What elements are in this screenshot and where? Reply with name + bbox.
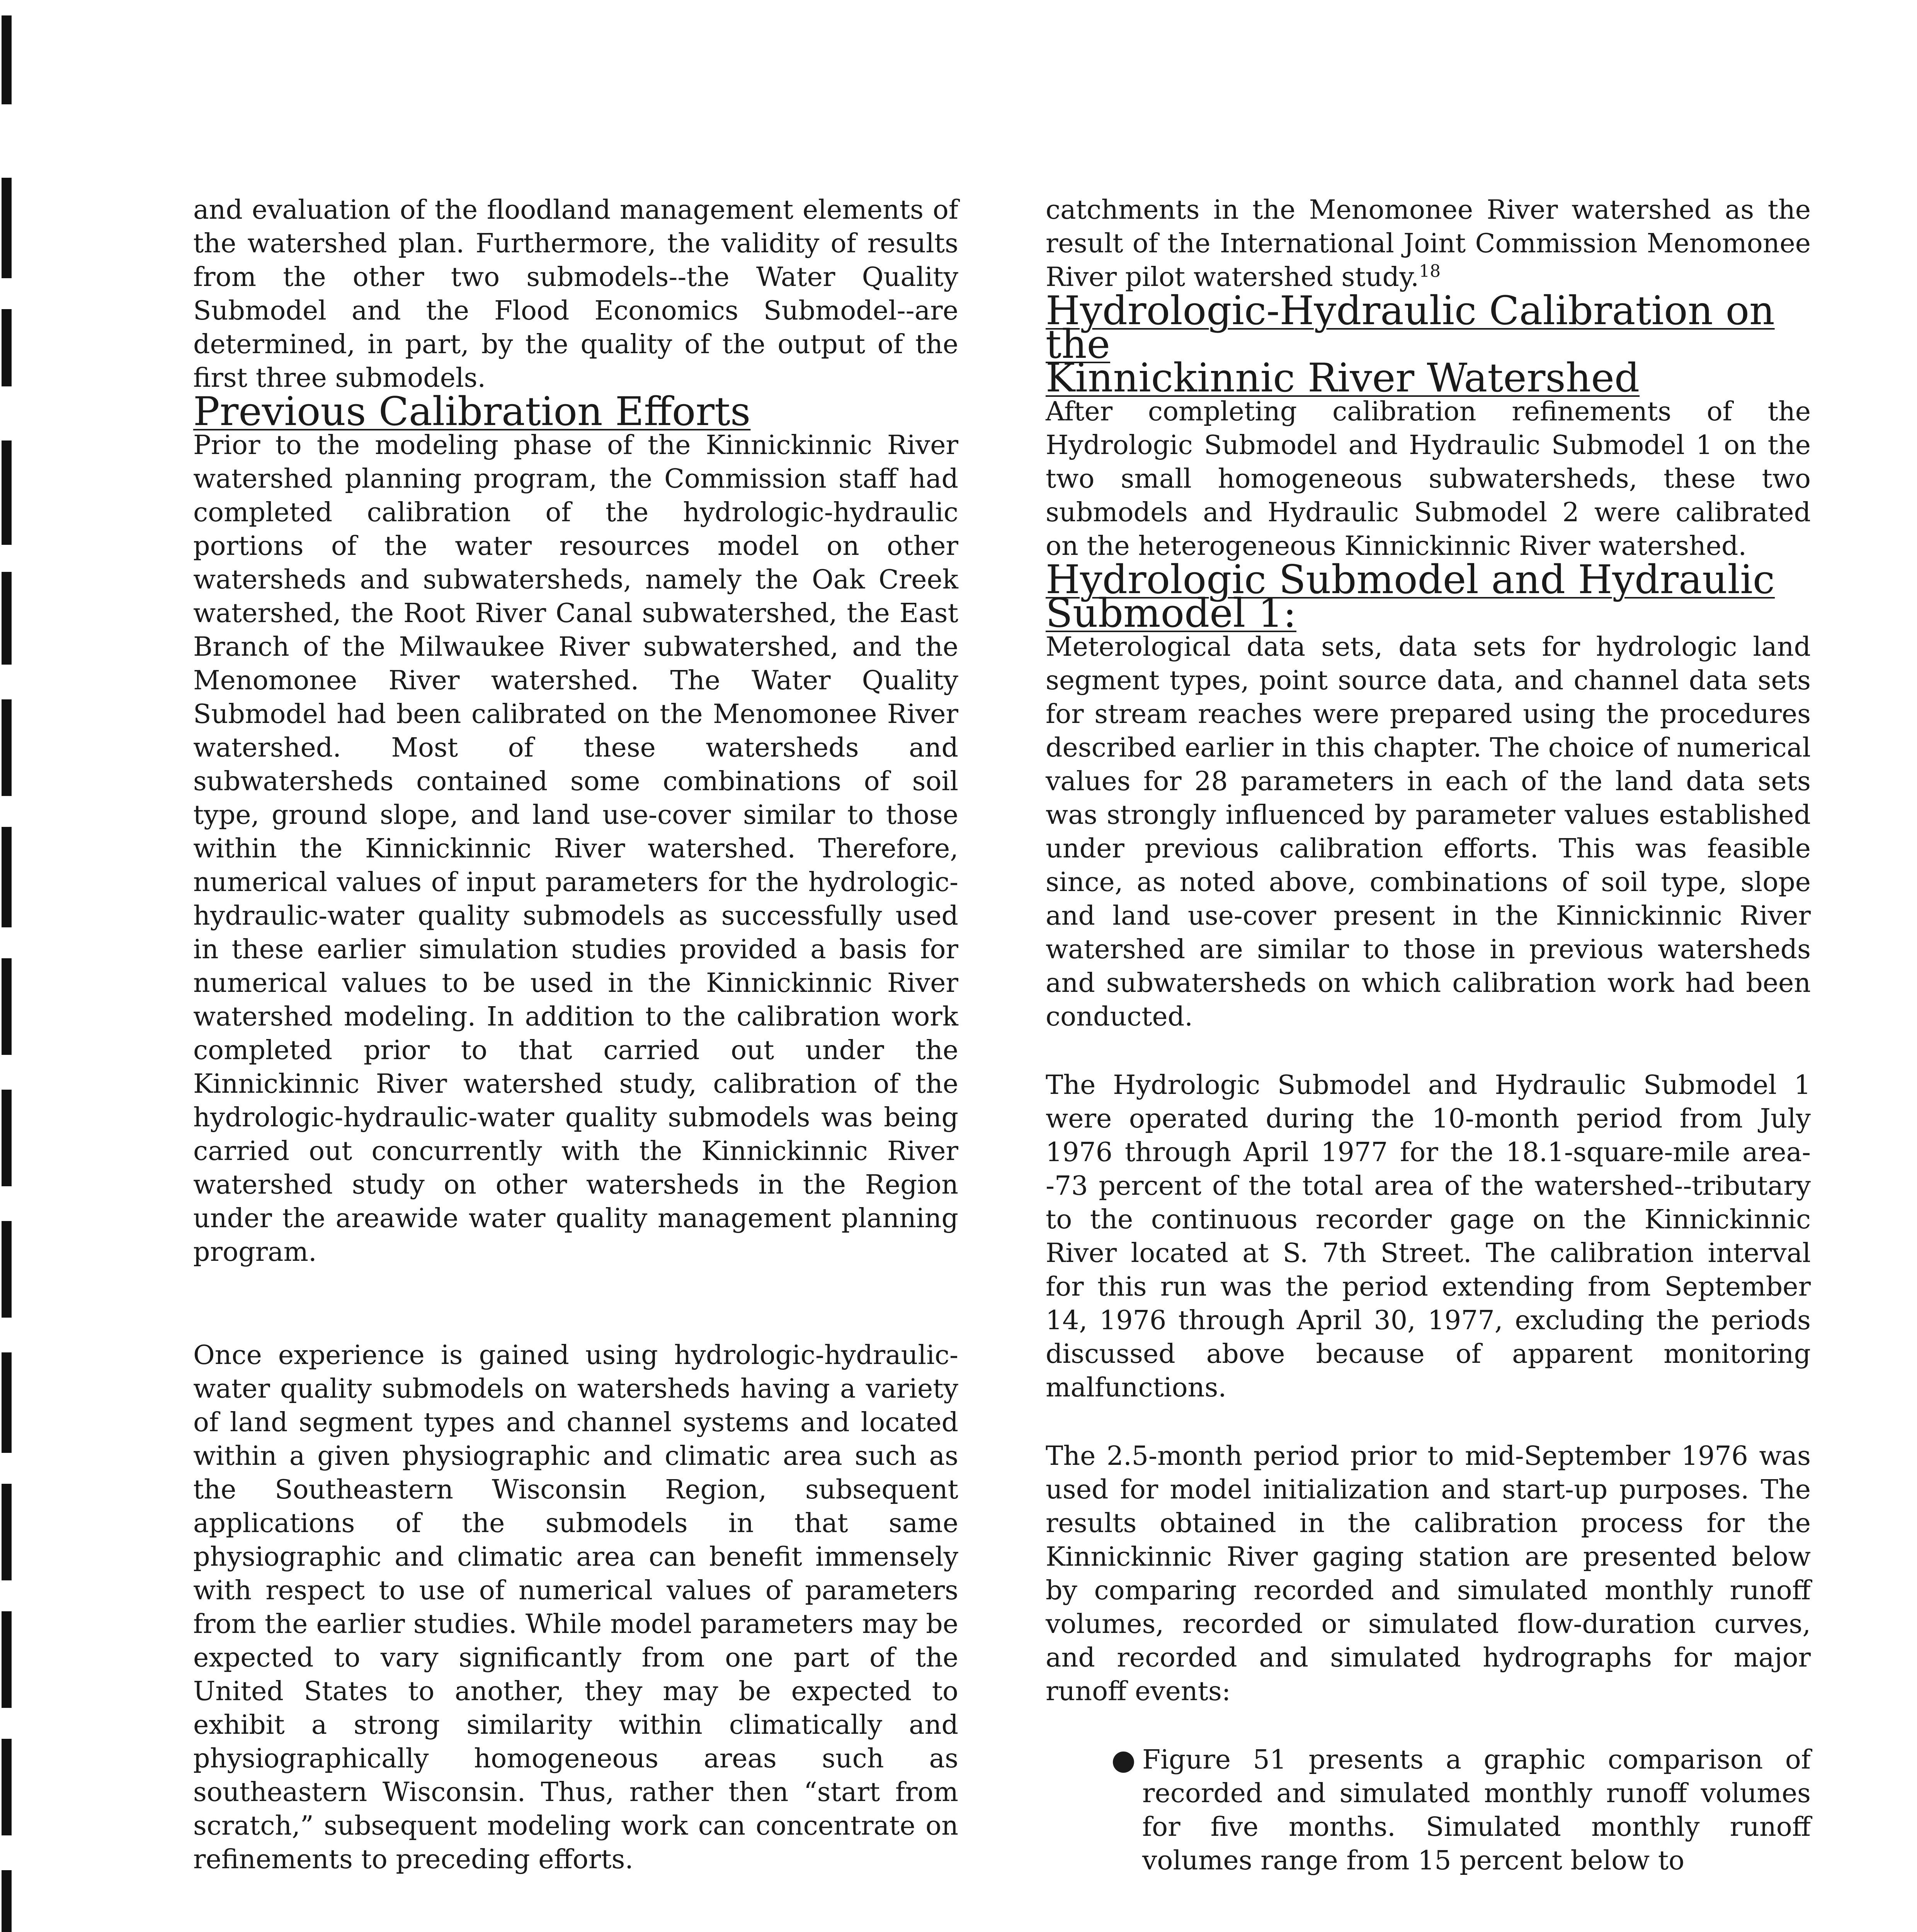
right-column [1046,193,1811,1878]
binding-mark [2,1484,12,1580]
intro-paragraph: and evaluation of the floodland management elements of the watershed plan. Furthermore, the validity of results from the other two submodels--the Water Quality Submodel and the Flood Economics Submodel--are determined, in part, by the quality of the output of the first three submodels. [193,195,958,393]
footnote-reference: 18 [1419,261,1441,281]
binding-mark [2,1611,12,1708]
binding-mark [2,1870,12,1932]
heading-hydrologic-hydraulic-calibration [1046,288,1811,401]
previous-calibration-paragraph-2: Once experience is gained using hydrologic-hydraulic-water quality submodels on watersheds having a variety of land segment types and channel systems and located within a given physiographic and climatic area such as the Southeastern Wisconsin Region, subsequent applications of the submodels in that same physiographic and climatic area can benefit immensely with respect to use of numerical values of parameters from the earlier studies. While model parameters may be expected to vary significantly from one part of the United States to another, they may be expected to exhibit a strong similarity within climatically and physiographically homogeneous areas such as southeastern Wisconsin. Thus, rather then “start from scratch,” subsequent modeling work can concentrate on refinements to preceding efforts. [193,1340,958,1875]
binding-mark [2,827,12,927]
bullet-item-text: Figure 51 presents a graphic comparison of recorded and simulated monthly runoff volumes for five months. Simulated monthly runoff volumes range from 15 percent below to [1142,1745,1811,1876]
submodel-paragraph: Meterological data sets, data sets for hydrologic land segment types, point source data, and channel data sets for stream reaches were prepared using the procedures described earlier in this chapter. The choice of numerical values for 28 parameters in each of the land data sets was strongly influenced by parameter values established under previous calibration efforts. This was feasible since, as noted above, combinations of soil type, slope and land use-cover present in the Kinnickinnic River watershed are similar to those in previous watersheds and subwatersheds on which calibration work had been conducted. [1046,632,1811,1032]
binding-mark [2,572,12,665]
bullet-dot-icon: ● [1111,1743,1136,1776]
binding-mark [2,15,12,104]
calibration-paragraph: After completing calibration refinements of the Hydrologic Submodel and Hydraulic Submodel 1 on the two small homogeneous subwatersheds, these two submodels and Hydraulic Submodel 2 were calibrated on the heterogeneous Kinnickinnic River watershed. [1046,396,1811,561]
left-column [193,193,958,1932]
binding-mark [2,1352,12,1453]
binding-mark [2,1739,12,1835]
binding-mark [2,699,12,796]
binding-mark [2,309,12,386]
operation-paragraph: The Hydrologic Submodel and Hydraulic Submodel 1 were operated during the 10-month period from July 1976 through April 1977 for the 18.1-square-mile area--73 percent of the total area of the watershed--tributary to the continuous recorder gage on the Kinnickinnic River located at S. 7th Street. The calibration interval for this run was the period extending from September 14, 1976 through April 30, 1977, excluding the periods discussed above because of apparent monitoring malfunctions. [1046,1070,1811,1403]
binding-mark [2,1221,12,1318]
previous-calibration-paragraph-1: Prior to the modeling phase of the Kinnickinnic River watershed planning program, the Commission staff had completed calibration of the hydrologic-hydraulic portions of the water resources model on other watersheds and subwatersheds, namely the Oak Creek watershed, the Root River Canal subwatershed, the East Branch of the Milwaukee River subwatershed, and the Menomonee River watershed. The Water Quality Submodel had been calibrated on the Menomonee River watershed. Most of these watersheds and subwatersheds contained some combinations of soil type, ground slope, and land use-cover similar to those within the Kinnickinnic River watershed. Therefore, numerical values of input parameters for the hydrologic-hydraulic-water quality submodels as successfully used in these earlier simulation studies provided a basis for numerical values to be used in the Kinnickinnic River watershed modeling. In addition to the calibration work completed prior to that carried out under the Kinnickinnic River watershed study, calibration of the hydrologic-hydraulic-water quality submodels was being carried out concurrently with the Kinnickinnic River watershed study on other watersheds in the Region under the areawide water quality management planning program. [193,430,958,1267]
binding-mark [2,440,12,545]
initialization-paragraph: The 2.5-month period prior to mid-September 1976 was used for model initialization and start-up purposes. The results obtained in the calibration process for the Kinnickinnic River gaging station are presented below by comparing recorded and simulated monthly runoff volumes, recorded or simulated flow-duration curves, and recorded and simulated hydrographs for major runoff events: [1046,1441,1811,1707]
binding-mark [2,1090,12,1186]
binding-mark [2,958,12,1055]
heading-line-2: Kinnickinnic River Watershed [1046,355,1640,401]
heading-hydrologic-submodel: Hydrologic Submodel and Hydraulic Submodel 1: [1046,557,1775,636]
bullet-item [1111,1743,1811,1878]
section-heading-previous-calibration: Previous Calibration Efforts [193,389,751,435]
binding-mark [2,178,12,278]
continued-paragraph [1046,193,1811,294]
heading-line-1: Hydrologic-Hydraulic Calibration on the [1046,288,1775,367]
continued-paragraph-text: catchments in the Menomonee River watershed as the result of the International Joint Commission Menomonee River pilot watershed study. [1046,195,1811,293]
